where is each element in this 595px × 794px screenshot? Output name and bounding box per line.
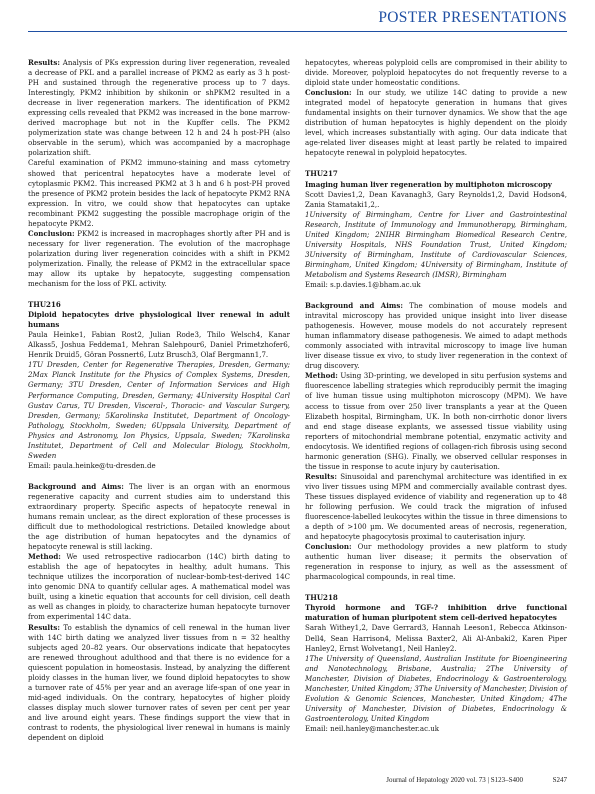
- results2-label: Results:: [28, 622, 60, 632]
- abstract-title: Imaging human liver regeneration by multiphoton microscopy: [305, 179, 552, 189]
- results-paragraph: [28, 58, 290, 158]
- results-text: Sinusoidal and parenchymal architecture was identified in ex vivo liver tissues using MPM and commercially available contrast dyes. These tissues displayed evidence of viability and regeneration up to 48 hr following perfusion. We could track the migration of infused fluorescence-labelled leukocytes within the tissue in three dimensions to a depth of >100 µm. We documented areas of necrosis, regeneration, and hepatocyte phagocytosis proximal to cauterisation injury.: [305, 471, 567, 542]
- method-text: Using 3D-printing, we developed in situ perfusion systems and fluorescence labelling strategies which reproducibly permit the imaging of live human tissue using multiphoton microscopy (MPM). We have access to tissue from over 250 liver transplants a year at the Queen Elizabeth hospital, Birmingham, UK. In both non-cirrhotic donor livers and end stage disease explants, we assessed tissue viability using reporters of mitochondrial membrane potential, enzymatic activity and endocytosis. We identified regions of collagen-rich fibrosis using second harmonic generation (SHG). Finally, we observed cellular responses in the tissue in response to acute injury by cauterisation.: [305, 371, 567, 471]
- spacer: [305, 290, 567, 301]
- authors: Sarah Withey1,2, Dave Gerrard3, Hannah Leeson1, Rebecca Atkinson-Dell4, Sean Harrison4, Melissa Baxter2, Ali Al-Anbaki2, Karen Piper Hanley2, Ernst Wolvetang1, Neil Hanley2.: [305, 623, 567, 653]
- right-column: [305, 58, 567, 734]
- page-number: S247: [552, 776, 567, 784]
- abstract-id: THU217: [305, 169, 338, 179]
- method-paragraph: [28, 552, 290, 622]
- continued-paragraph: hepatocytes, whereas polyploid cells are compromised in their ability to divide. Moreover, polyploid hepatocytes do not frequently reverse to a diploid state under homeostatic conditions.: [305, 58, 567, 88]
- conclusion-label: Conclusion:: [305, 88, 352, 98]
- authors: Scott Davies1,2, Dean Kavanagh3, Gary Reynolds1,2, David Hodson4, Zania Stamataki1,2,.: [305, 189, 567, 209]
- conclusion-label: Conclusion:: [305, 542, 352, 552]
- conclusion-paragraph: [28, 229, 290, 289]
- abstract-title: Diploid hepatocytes drive physiological liver renewal in adult humans: [28, 310, 290, 330]
- conclusion-paragraph: [305, 88, 567, 158]
- background-label: Background and Aims:: [305, 301, 403, 311]
- background-text: The liver is an organ with an enormous regenerative capacity and current studies aim to understand this extraordinary property. Specific aspects of hepatocyte renewal in humans remain unclear, as the direct exploration of these processes is difficult due to methodological restrictions. Detailed knowledge about the age distribution of human hepatocytes and the dynamics of hepatocyte renewal is still lacking.: [28, 481, 290, 552]
- email: Email: s.p.davies.1@bham.ac.uk: [305, 279, 421, 289]
- results-paragraph: [305, 472, 567, 542]
- email: Email: neil.hanley@manchester.ac.uk: [305, 723, 440, 733]
- background-paragraph: [28, 482, 290, 552]
- affiliations: 1University of Birmingham, Centre for Liver and Gastrointestinal Research, Institute of Immunology and Immunotherapy, Birmingham, United Kingdom; 2NIHR Birmingham Biomedical Research Centre, University Hospitals, NHS Foundation Trust, United Kingdom; 3University of Birmingham, Institute of Cardiovascular Sciences, Birmingham, United Kingdom; 4University of Birmingham, Institute of Metabolism and Systems Research (IMSR), Birmingham: [305, 209, 567, 279]
- header-rule: [28, 31, 567, 32]
- background-label: Background and Aims:: [28, 481, 124, 491]
- results-label: Results:: [305, 471, 337, 481]
- spacer: [305, 582, 567, 593]
- conclusion-text: In our study, we utilize 14C dating to provide a new integrated model of hepatocyte generation in humans that gives fundamental insights on their turnover dynamics. We show that the age distribution of human hepatocytes is highly dependent on the ploidy level, which increases substantially with aging. Our data indicate that age-related liver diseases might at least partly be related to impaired hepatocyte renewal in polyploid hepatocytes.: [305, 88, 567, 158]
- method-paragraph: [305, 371, 567, 471]
- abstract-id: THU216: [28, 300, 61, 310]
- authors: Paula Heinke1, Fabian Rost2, Julian Rode3, Thilo Welsch4, Kanar Alkass5, Joshua Feddema1, Mehran Salehpour6, Daniel Primetzhofer6, Henrik Druid5, Göran Possnert6, Lutz Brusch3, Olaf Bergmann1,7.: [28, 330, 290, 360]
- section-header: POSTER PRESENTATIONS: [378, 9, 567, 26]
- affiliations: 1The University of Queensland, Australian Institute for Bioengineering and Nanotechnology, Brisbane, Australia; 2The University of Manchester, Division of Diabetes, Endocrinology & Gastroenterology, Manchester, United Kingdom; 3The University of Manchester, Division of Evolution & Genomic Sciences, Manchester, United Kingdom; 4The University of Manchester, Division of Diabetes, Endocrinology & Gastroenterology, United Kingdom: [305, 653, 567, 723]
- method-label: Method:: [305, 371, 338, 381]
- left-column: [28, 58, 290, 743]
- conclusion-paragraph: [305, 542, 567, 582]
- conclusion-text: Our methodology provides a new platform to study authentic human liver disease; it permits the observation of regeneration in response to injury, as well as the assessment of pharmacological compounds, in real time.: [305, 542, 567, 582]
- method-text: We used retrospective radiocarbon (14C) birth dating to establish the age of hepatocytes in healthy, adult humans. This technique utilizes the incorporation of nuclear-bomb-test-derived 14C into genomic DNA to quantify cellular ages. A mathematical model was built, using a kinetic equation that accounts for cell division, cell death as well as changes in ploidy, to characterize human hepatocyte turnover from experimental 14C data.: [28, 552, 290, 622]
- method-label: Method:: [28, 552, 61, 562]
- background-paragraph: [305, 301, 567, 371]
- conclusion-text: PKM2 is increased in macrophages shortly after PH and is necessary for liver regeneration. The evolution of the macrophage polarization during liver regeneration coincides with a shift in PKM2 polymerization. Finally, the release of PKM2 in the extracellular space may allow its uptake by hepatocyte, suggesting compensation mechanism for the loss of PKL activity.: [28, 228, 290, 289]
- email: Email: paula.heinke@tu-dresden.de: [28, 460, 156, 470]
- results2-paragraph: [28, 623, 290, 744]
- careful-paragraph: Careful examination of PKM2 immuno-staining and mass cytometry showed that pericentral hepatocytes have a moderate level of cytoplasmic PKM2. This increased PKM2 at 3 h and 6 h post-PH proved the presence of PKM2 protein besides the lack of hepatocyte PKM2 RNA expression. In vitro, we could show that hepatocytes can uptake recombinant PKM2 suggesting the possible macrophage origin of the hepatocyte PKM2.: [28, 158, 290, 228]
- journal-citation: Journal of Hepatology 2020 vol. 73 | S123–S400: [386, 776, 523, 784]
- results-text: Analysis of PKs expression during liver regeneration, revealed a decrease of PKL and a parallel increase of PKM2 as early as 3 h post-PH and sustained through the regenerative process up to 7 days. Interestingly, PKM2 inhibition by shikonin or shPKM2 resulted in a decrease in liver regeneration markers. The identification of PKM2 expressing cells revealed that PKM2 was increased in the bone marrow-derived macrophage but not in the Kupffer cells. The PKM2 polymerization state was change between 12 h and 24 h post-PH (also observable in the serum), which was accompanied by a macrophage polarization shift.: [28, 58, 290, 158]
- abstract-title: Thyroid hormone and TGF-? inhibition drive functional maturation of human pluripotent stem cell-derived hepatocytes: [305, 603, 567, 623]
- results-label: Results:: [28, 58, 60, 67]
- spacer: [28, 289, 290, 300]
- conclusion-label: Conclusion:: [28, 228, 75, 238]
- spacer: [28, 471, 290, 482]
- spacer: [305, 158, 567, 169]
- affiliations: 1TU Dresden, Center for Regenerative Therapies, Dresden, Germany; 2Max Planck Institute for the Physics of Complex Systems, Dresden, Germany; 3TU Dresden, Center of Information Services and High Performance Computing, Dresden, Germany; 4University Hospital Carl Gustav Carus, TU Dresden, Visceral-, Thoracic- and Vascular Surgery, Dresden, Germany; 5Karolinska Institutet, Department of Oncology-Pathology, Stockholm, Sweden; 6Uppsala University, Department of Physics and Astronomy, Ion Physics, Uppsala, Sweden; 7Karolinska Institutet, Department of Cell and Molecular Biology, Stockholm, Sweden: [28, 360, 290, 460]
- results2-text: To establish the dynamics of cell renewal in the human liver with 14C birth dating we analyzed liver tissues from n = 32 healthy subjects aged 20–82 years. Our observations indicate that hepatocytes are renewed throughout adulthood and that there is no evidence for a quiescent population in homeostasis. Instead, by analyzing the different ploidy classes in the human liver, we found diploid hepatocytes to show a turnover rate of 45% per year and an average life-span of one year in mid-aged individuals. On the contrary, hepatocytes of higher ploidy classes display much slower turnover rates of seven per cent per year and live around eight years. These findings support the view that in contrast to rodents, the physiological liver renewal in humans is mainly dependent on diploid: [28, 622, 290, 743]
- abstract-id: THU218: [305, 593, 338, 603]
- background-text: The combination of mouse models and intravital microscopy has provided unique insight into liver disease pathogenesis. However, mouse models do not accurately represent human inflammatory disease pathogenesis. We aimed to adapt methods commonly associated with intravital microscopy to image live human liver disease tissue ex vivo, to study liver regeneration in the context of drug discovery.: [305, 301, 568, 371]
